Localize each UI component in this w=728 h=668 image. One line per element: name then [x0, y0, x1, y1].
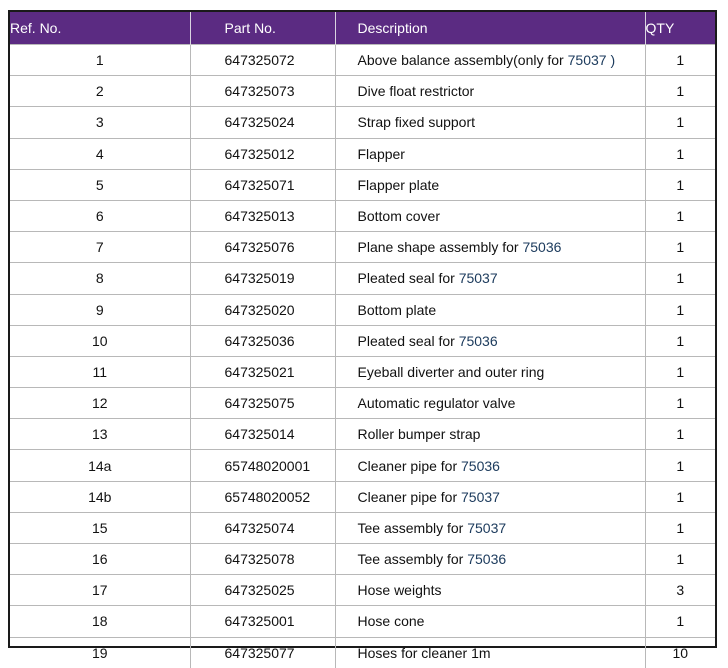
ref-no-cell: 7: [10, 232, 190, 263]
ref-no-cell: 2: [10, 76, 190, 107]
ref-no-cell: 19: [10, 637, 190, 668]
description-cell: [335, 232, 645, 263]
table-row: [10, 419, 715, 450]
model-number: 75037: [458, 270, 498, 287]
description-text: Hose cone: [357, 613, 425, 630]
description-text: Dive float restrictor: [357, 83, 475, 100]
model-number: 75036: [467, 551, 507, 568]
description-cell: [335, 76, 645, 107]
ref-no-cell: 3: [10, 107, 190, 138]
description-cell: [335, 388, 645, 419]
description-cell: [335, 356, 645, 387]
table-row: [10, 388, 715, 419]
description-cell: [335, 481, 645, 512]
part-no-cell: 647325078: [190, 544, 335, 575]
part-no-cell: 647325072: [190, 45, 335, 76]
model-number: 75036: [461, 457, 500, 474]
ref-no-cell: 15: [10, 512, 190, 543]
description-cell: [335, 575, 645, 606]
part-no-cell: 647325076: [190, 232, 335, 263]
table-row: [10, 138, 715, 169]
header-ref-no: Ref. No.: [10, 12, 190, 45]
qty-cell: 1: [645, 325, 715, 356]
ref-no-cell: 4: [10, 138, 190, 169]
part-no-cell: 65748020052: [190, 481, 335, 512]
ref-no-cell: 10: [10, 325, 190, 356]
part-no-cell: 647325013: [190, 200, 335, 231]
table-row: [10, 232, 715, 263]
table-row: [10, 263, 715, 294]
table-row: [10, 575, 715, 606]
ref-no-cell: 17: [10, 575, 190, 606]
header-description: Description: [335, 12, 645, 45]
description-text: Automatic regulator valve: [357, 395, 516, 412]
part-no-cell: 647325071: [190, 169, 335, 200]
qty-cell: 1: [645, 76, 715, 107]
part-no-cell: 647325014: [190, 419, 335, 450]
part-no-cell: 647325077: [190, 637, 335, 668]
ref-no-cell: 13: [10, 419, 190, 450]
ref-no-cell: 12: [10, 388, 190, 419]
qty-cell: 1: [645, 544, 715, 575]
part-no-cell: 647325073: [190, 76, 335, 107]
parts-table: [10, 12, 715, 668]
part-no-cell: 647325024: [190, 107, 335, 138]
ref-no-cell: 6: [10, 200, 190, 231]
table-row: [10, 637, 715, 668]
description-cell: [335, 138, 645, 169]
ref-no-cell: 14b: [10, 481, 190, 512]
model-number: 75037 ): [567, 52, 616, 69]
table-row: [10, 325, 715, 356]
table-row: [10, 294, 715, 325]
table-row: [10, 107, 715, 138]
description-cell: [335, 200, 645, 231]
ref-no-cell: 1: [10, 45, 190, 76]
description-text: Bottom plate: [357, 301, 437, 318]
model-number: 75036: [522, 239, 562, 256]
qty-cell: 1: [645, 356, 715, 387]
qty-cell: 1: [645, 388, 715, 419]
table-body: [10, 45, 715, 668]
description-text: Hoses for cleaner 1m: [357, 644, 491, 661]
model-number: 75037: [461, 488, 500, 505]
part-no-cell: 65748020001: [190, 450, 335, 481]
qty-cell: 1: [645, 200, 715, 231]
ref-no-cell: 16: [10, 544, 190, 575]
ref-no-cell: 11: [10, 356, 190, 387]
qty-cell: 1: [645, 512, 715, 543]
qty-cell: 1: [645, 45, 715, 76]
part-no-cell: 647325021: [190, 356, 335, 387]
part-no-cell: 647325019: [190, 263, 335, 294]
description-text: Pleated seal for: [357, 270, 455, 287]
ref-no-cell: 8: [10, 263, 190, 294]
description-cell: [335, 107, 645, 138]
qty-cell: 1: [645, 419, 715, 450]
ref-no-cell: 9: [10, 294, 190, 325]
part-no-cell: 647325075: [190, 388, 335, 419]
description-text: Tee assembly for: [357, 519, 464, 536]
description-cell: [335, 450, 645, 481]
description-cell: [335, 512, 645, 543]
description-cell: [335, 544, 645, 575]
description-text: Flapper: [357, 145, 405, 162]
part-no-cell: 647325036: [190, 325, 335, 356]
part-no-cell: 647325001: [190, 606, 335, 637]
description-text: Above balance assembly(only for: [357, 52, 564, 69]
qty-cell: 1: [645, 294, 715, 325]
description-text: Cleaner pipe for: [357, 457, 458, 474]
description-text: Tee assembly for: [357, 551, 464, 568]
description-text: Eyeball diverter and outer ring: [357, 363, 545, 380]
header-qty: QTY: [645, 12, 715, 45]
description-cell: [335, 45, 645, 76]
description-text: Strap fixed support: [357, 114, 476, 131]
table-header-row: [10, 12, 715, 45]
part-no-cell: 647325020: [190, 294, 335, 325]
description-text: Cleaner pipe for: [357, 488, 458, 505]
description-text: Hose weights: [357, 582, 442, 599]
description-text: Flapper plate: [357, 176, 440, 193]
qty-cell: 1: [645, 138, 715, 169]
description-cell: [335, 263, 645, 294]
table-row: [10, 200, 715, 231]
qty-cell: 10: [645, 637, 715, 668]
qty-cell: 1: [645, 450, 715, 481]
table-row: [10, 544, 715, 575]
description-text: Pleated seal for: [357, 332, 455, 349]
description-text: Plane shape assembly for: [357, 239, 519, 256]
qty-cell: 1: [645, 232, 715, 263]
table-row: [10, 606, 715, 637]
description-cell: [335, 325, 645, 356]
table-row: [10, 512, 715, 543]
table-row: [10, 169, 715, 200]
qty-cell: 1: [645, 169, 715, 200]
qty-cell: 3: [645, 575, 715, 606]
description-cell: [335, 169, 645, 200]
qty-cell: 1: [645, 263, 715, 294]
qty-cell: 1: [645, 107, 715, 138]
parts-list-frame: [8, 10, 717, 661]
description-cell: [335, 294, 645, 325]
header-part-no: Part No.: [190, 12, 335, 45]
table-row: [10, 76, 715, 107]
qty-cell: 1: [645, 606, 715, 637]
description-text: Bottom cover: [357, 208, 440, 225]
table-row: [10, 450, 715, 481]
model-number: 75036: [458, 332, 498, 349]
description-cell: [335, 637, 645, 668]
table-row: [10, 356, 715, 387]
qty-cell: 1: [645, 481, 715, 512]
description-text: Roller bumper strap: [357, 426, 481, 443]
model-number: 75037: [467, 519, 507, 536]
description-cell: [335, 419, 645, 450]
description-cell: [335, 606, 645, 637]
table-row: [10, 481, 715, 512]
part-no-cell: 647325012: [190, 138, 335, 169]
ref-no-cell: 5: [10, 169, 190, 200]
ref-no-cell: 18: [10, 606, 190, 637]
ref-no-cell: 14a: [10, 450, 190, 481]
part-no-cell: 647325074: [190, 512, 335, 543]
part-no-cell: 647325025: [190, 575, 335, 606]
table-row: [10, 45, 715, 76]
